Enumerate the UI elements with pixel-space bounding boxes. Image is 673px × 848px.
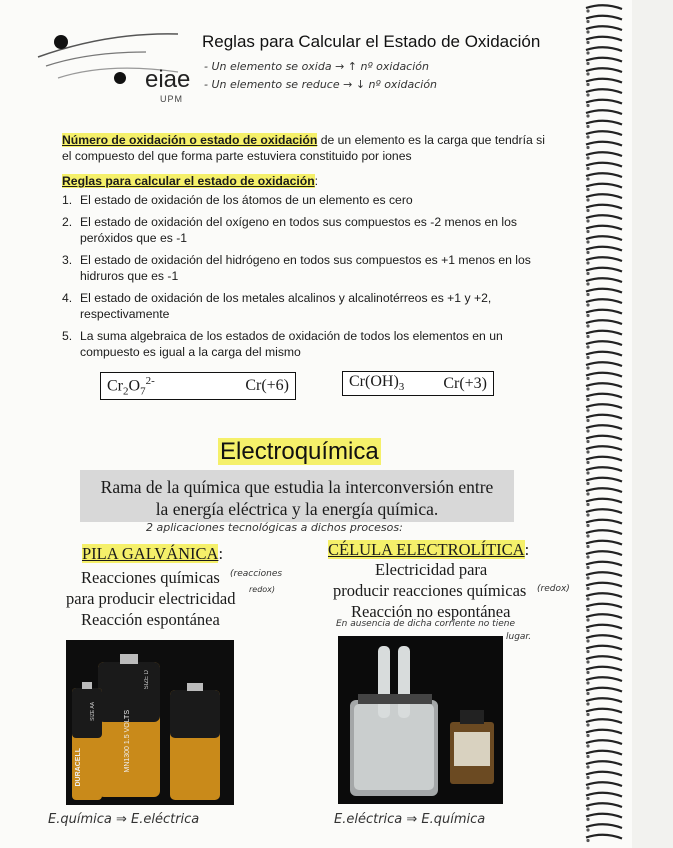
spiral-coil	[586, 89, 622, 93]
spiral-coil	[586, 68, 622, 72]
binding-hole	[586, 807, 589, 810]
spiral-coil	[586, 730, 622, 734]
binding-hole	[586, 125, 589, 128]
binding-hole	[586, 324, 589, 327]
section-title-electroquimica: Electroquímica	[220, 438, 379, 465]
binding-hole	[586, 734, 589, 737]
binding-hole	[586, 692, 589, 695]
formula-example-hydroxide: $Cr(OH)_3$ Cr(+3)	[342, 371, 494, 396]
binding-hole	[586, 597, 589, 600]
binding-hole	[586, 681, 589, 684]
page-title: Reglas para Calcular el Estado de Oxidación	[202, 32, 541, 51]
spiral-coil	[586, 457, 622, 461]
binding-hole	[586, 566, 589, 569]
spiral-coil	[586, 488, 622, 492]
binding-hole	[586, 765, 589, 768]
spiral-coil	[586, 47, 622, 51]
spiral-coil	[586, 16, 622, 20]
spiral-coil	[586, 121, 622, 125]
binding-hole	[586, 188, 589, 191]
spiral-coil	[586, 247, 622, 251]
spiral-coil	[586, 677, 622, 681]
binding-hole	[586, 618, 589, 621]
spiral-coil	[586, 814, 622, 818]
binding-hole	[586, 482, 589, 485]
spiral-coil	[586, 541, 622, 545]
binding-hole	[586, 167, 589, 170]
spiral-coil	[586, 709, 622, 713]
spiral-coil	[586, 436, 622, 440]
binding-hole	[586, 293, 589, 296]
binding-hole	[586, 356, 589, 359]
binding-hole	[586, 9, 589, 12]
binding-hole	[586, 83, 589, 86]
spiral-coil	[586, 772, 622, 776]
spiral-coil	[586, 79, 622, 83]
definition-term: Número de oxidación o estado de oxidación	[62, 133, 318, 147]
pila-galvanica-heading: PILA GALVÁNICA:	[82, 544, 224, 563]
celula-electrolitica-heading: CÉLULA ELECTROLÍTICA:	[328, 540, 530, 559]
binding-hole	[586, 650, 589, 653]
spiral-coil	[586, 530, 622, 534]
spiral-coil	[586, 310, 622, 314]
binding-hole	[586, 513, 589, 516]
spiral-coil	[586, 604, 622, 608]
binding-hole	[586, 492, 589, 495]
binding-hole	[586, 177, 589, 180]
spiral-coil	[586, 520, 622, 524]
handwritten-note-ausencia: En ausencia de dicha corriente no tiene	[336, 619, 515, 629]
cell-line-3: Reacción no espontánea	[351, 602, 511, 621]
binding-hole	[586, 576, 589, 579]
spiral-coil	[586, 572, 622, 576]
binding-hole	[586, 387, 589, 390]
spiral-coil	[586, 562, 622, 566]
handwritten-note-applications: 2 aplicaciones tecnológicas a dichos procesos:	[146, 521, 403, 534]
cell-line-2: producir reacciones químicas	[333, 581, 527, 600]
spiral-coil	[586, 583, 622, 587]
spiral-coil	[586, 152, 622, 156]
spiral-coil	[586, 331, 622, 335]
rule-item: 3. El estado de oxidación del hidrógeno en todos sus compuestos es +1 menos en los hidruros que es -1	[62, 253, 531, 283]
binding-hole	[586, 20, 589, 23]
spiral-coil	[586, 551, 622, 555]
binding-hole	[586, 366, 589, 369]
binding-hole	[586, 261, 589, 264]
spiral-coil	[586, 205, 622, 209]
spiral-coil	[586, 373, 622, 377]
binding-hole	[586, 419, 589, 422]
spiral-coil	[586, 215, 622, 219]
binding-hole	[586, 744, 589, 747]
binding-hole	[586, 587, 589, 590]
spiral-coil	[586, 467, 622, 471]
handwritten-note-reduce: - Un elemento se reduce → ↓ nº oxidación	[204, 78, 438, 91]
spiral-coil	[586, 257, 622, 261]
spiral-binding	[582, 0, 632, 848]
rules-list	[62, 192, 532, 366]
spiral-coil	[586, 593, 622, 597]
binding-hole	[586, 41, 589, 44]
binding-hole	[586, 303, 589, 306]
binding-hole	[586, 408, 589, 411]
rules-heading: Reglas para calcular el estado de oxidación:	[62, 174, 319, 188]
spiral-coil	[586, 362, 622, 366]
binding-hole	[586, 219, 589, 222]
spiral-coil	[586, 352, 622, 356]
spiral-coil	[586, 803, 622, 807]
definition-box: Rama de la química que estudia la interconversión entre la energía eléctrica y la energía química.	[80, 470, 514, 522]
binding-hole	[586, 608, 589, 611]
spiral-coil	[586, 719, 622, 723]
spiral-coil	[586, 625, 622, 629]
caption-left: E.química ⇒ E.eléctrica	[48, 812, 200, 827]
binding-hole	[586, 450, 589, 453]
spiral-coil	[586, 761, 622, 765]
spiral-coil	[586, 614, 622, 618]
spiral-coil	[586, 383, 622, 387]
spiral-coil	[586, 635, 622, 639]
spiral-coil	[586, 415, 622, 419]
handwritten-note-lugar: lugar.	[506, 632, 532, 642]
rule-item: 2. El estado de oxidación del oxígeno en todos sus compuestos es -2 menos en los peróxidos que es -1	[62, 215, 517, 245]
binding-hole	[586, 30, 589, 33]
binding-hole	[586, 818, 589, 821]
spiral-coil	[586, 751, 622, 755]
rule-item: 1. El estado de oxidación de los átomos de un elemento es cero	[62, 193, 413, 207]
battery-size-d-label: SIZE D	[144, 670, 150, 690]
binding-hole	[586, 282, 589, 285]
battery-size-aa-label: SIZE AA	[90, 702, 96, 721]
binding-hole	[586, 629, 589, 632]
spiral-coil	[586, 499, 622, 503]
binding-hole	[586, 398, 589, 401]
spiral-coil	[586, 299, 622, 303]
spiral-coil	[586, 656, 622, 660]
binding-hole	[586, 776, 589, 779]
definition-text: de un elemento es la carga que tendría si el compuesto del que forma parte estuviera constituido por iones	[62, 133, 545, 163]
spiral-coil	[586, 782, 622, 786]
binding-hole	[586, 314, 589, 317]
spiral-coil	[586, 26, 622, 30]
spiral-coil	[586, 58, 622, 62]
spiral-coil	[586, 793, 622, 797]
binding-hole	[586, 335, 589, 338]
logo-text: eiae	[145, 66, 191, 93]
definition-paragraph	[62, 132, 552, 164]
spiral-coil	[586, 404, 622, 408]
binding-hole	[586, 828, 589, 831]
spiral-coil	[586, 163, 622, 167]
battery-brand-label: DURACELL	[75, 748, 82, 787]
binding-hole	[586, 797, 589, 800]
spiral-coil	[586, 100, 622, 104]
binding-hole	[586, 440, 589, 443]
binding-hole	[586, 639, 589, 642]
spiral-coil	[586, 236, 622, 240]
logo-subtext: UPM	[160, 94, 183, 104]
binding-hole	[586, 272, 589, 275]
battery-voltage-label: MN1300 1.5 VOLTS	[124, 710, 131, 773]
spiral-coil	[586, 478, 622, 482]
binding-hole	[586, 51, 589, 54]
binding-hole	[586, 839, 589, 842]
handwritten-note-redox-left: redox)	[249, 585, 276, 594]
spiral-coil	[586, 320, 622, 324]
spiral-coil	[586, 824, 622, 828]
spiral-coil	[586, 142, 622, 146]
rule-item: 5. La suma algebraica de los estados de oxidación de todos los elementos en un compuesto es igual a la carga del mismo	[62, 329, 503, 359]
caption-right: E.eléctrica ⇒ E.química	[334, 812, 486, 827]
binding-hole	[586, 671, 589, 674]
binding-hole	[586, 660, 589, 663]
spiral-coil	[586, 268, 622, 272]
spiral-coil	[586, 646, 622, 650]
binding-hole	[586, 534, 589, 537]
spiral-coil	[586, 184, 622, 188]
spiral-coil	[586, 289, 622, 293]
spiral-coil	[586, 278, 622, 282]
binding-hole	[586, 209, 589, 212]
binding-hole	[586, 198, 589, 201]
rule-item: 4. El estado de oxidación de los metales alcalinos y alcalinotérreos es +1 y +2, respectivamente	[62, 291, 492, 321]
spiral-coil	[586, 5, 622, 9]
pila-line-3: Reacción espontánea	[81, 610, 220, 629]
spiral-coil	[586, 698, 622, 702]
spiral-coil	[586, 394, 622, 398]
spiral-coil	[586, 226, 622, 230]
binding-hole	[586, 345, 589, 348]
spiral-coil	[586, 173, 622, 177]
binding-hole	[586, 429, 589, 432]
binding-hole	[586, 503, 589, 506]
cell-line-1: Electricidad para	[375, 560, 488, 579]
binding-hole	[586, 702, 589, 705]
handwritten-note-redox-right: (redox)	[537, 584, 570, 594]
batteries-illustration	[66, 640, 234, 805]
binding-hole	[586, 251, 589, 254]
binding-hole	[586, 62, 589, 65]
electrolytic-cell-photo	[338, 636, 503, 804]
binding-hole	[586, 524, 589, 527]
handwritten-note-oxidize: - Un elemento se oxida → ↑ nº oxidación	[204, 60, 429, 73]
binding-hole	[586, 755, 589, 758]
spiral-coil	[586, 341, 622, 345]
spiral-coil	[586, 110, 622, 114]
binding-hole	[586, 555, 589, 558]
binding-hole	[586, 461, 589, 464]
binding-hole	[586, 72, 589, 75]
binding-hole	[586, 545, 589, 548]
spiral-coil	[586, 740, 622, 744]
binding-hole	[586, 713, 589, 716]
binding-hole	[586, 146, 589, 149]
binding-hole	[586, 471, 589, 474]
binding-hole	[586, 104, 589, 107]
binding-hole	[586, 786, 589, 789]
binding-hole	[586, 377, 589, 380]
spiral-coil	[586, 688, 622, 692]
spiral-coil	[586, 667, 622, 671]
spiral-coil	[586, 37, 622, 41]
spiral-coil	[586, 425, 622, 429]
formula-example-dichromate: $Cr_2O_7^{2-}$ Cr(+6)	[100, 372, 296, 400]
electrolytic-cell-illustration	[338, 636, 503, 804]
binding-hole	[586, 156, 589, 159]
adjacent-page-edge	[632, 0, 673, 848]
spiral-coil	[586, 446, 622, 450]
spiral-coil	[586, 509, 622, 513]
binding-hole	[586, 114, 589, 117]
binding-hole	[586, 135, 589, 138]
binding-hole	[586, 230, 589, 233]
handwritten-note-reacciones: (reacciones	[230, 569, 283, 579]
binding-hole	[586, 240, 589, 243]
binding-hole	[586, 93, 589, 96]
spiral-coil	[586, 194, 622, 198]
spiral-coil	[586, 131, 622, 135]
pila-line-1: Reacciones químicas	[81, 568, 220, 587]
batteries-photo	[66, 640, 234, 805]
spiral-coil	[586, 835, 622, 839]
pila-line-2: para producir electricidad	[66, 589, 236, 608]
binding-hole	[586, 723, 589, 726]
